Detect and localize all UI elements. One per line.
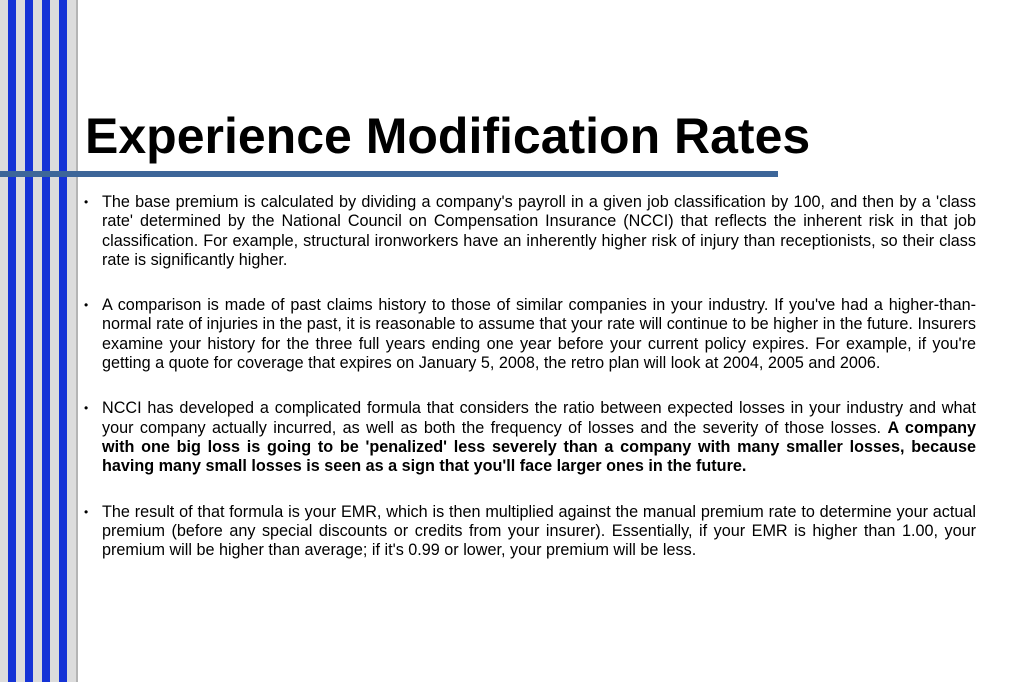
bullet-list — [84, 193, 976, 586]
bullet-text: NCCI has developed a complicated formula that considers the ratio between expected losses in your industry and what your company actually incurred, as well as both the frequency of losses and the severity of those losses. — [102, 399, 976, 437]
bullet-text: The result of that formula is your EMR, which is then multiplied against the manual premium rate to determine your actual premium (before any special discounts or credits from your insurer). Essentially, if your EMR is higher than 1.00, your premium will be higher than average; if it's 0.99 or lower, your premium will be less. — [102, 502, 976, 560]
bullet-bold-text: A company with one big loss is going to be 'penalized' less severely than a company with many smaller losses, because having many small losses is seen as a sign that you'll face larger ones in the future. — [102, 418, 977, 476]
side-stripe — [42, 0, 50, 682]
bullet-text: A comparison is made of past claims history to those of similar companies in your industry. If you've had a higher-than-normal rate of injuries in the past, it is reasonable to assume that your rate will continue to be higher in the future. Insurers examine your history for the three full years ending one year before your current policy expires. For example, if you're getting a quote for coverage that expires on January 5, 2008, the retro plan will look at 2004, 2005 and 2006. — [102, 296, 976, 373]
bullet-marker: • — [84, 401, 89, 416]
bullet-item-claims-history — [84, 296, 976, 373]
bullet-marker: • — [84, 195, 89, 209]
side-stripe — [25, 0, 33, 682]
side-stripe — [59, 0, 67, 682]
title-underline-rule — [0, 171, 778, 177]
bullet-marker: • — [84, 504, 89, 519]
slide-title: Experience Modification Rates — [85, 108, 811, 164]
side-stripe — [8, 0, 16, 682]
decorative-side-stripes — [0, 0, 78, 682]
bullet-item-base-premium — [84, 193, 976, 270]
bullet-item-emr-result — [84, 503, 976, 561]
bullet-marker: • — [84, 298, 89, 313]
side-stripe-edge — [76, 0, 78, 682]
bullet-text: The base premium is calculated by dividing a company's payroll in a given job classification by 100, and then by a 'class rate' determined by the National Council on Compensation Insurance (NCCI) that reflects the inherent risk in that job classification. For example, structural ironworkers have an inherently higher risk of injury than receptionists, so their class rate is significantly higher. — [102, 193, 976, 269]
bullet-item-ncci-formula — [84, 399, 976, 476]
